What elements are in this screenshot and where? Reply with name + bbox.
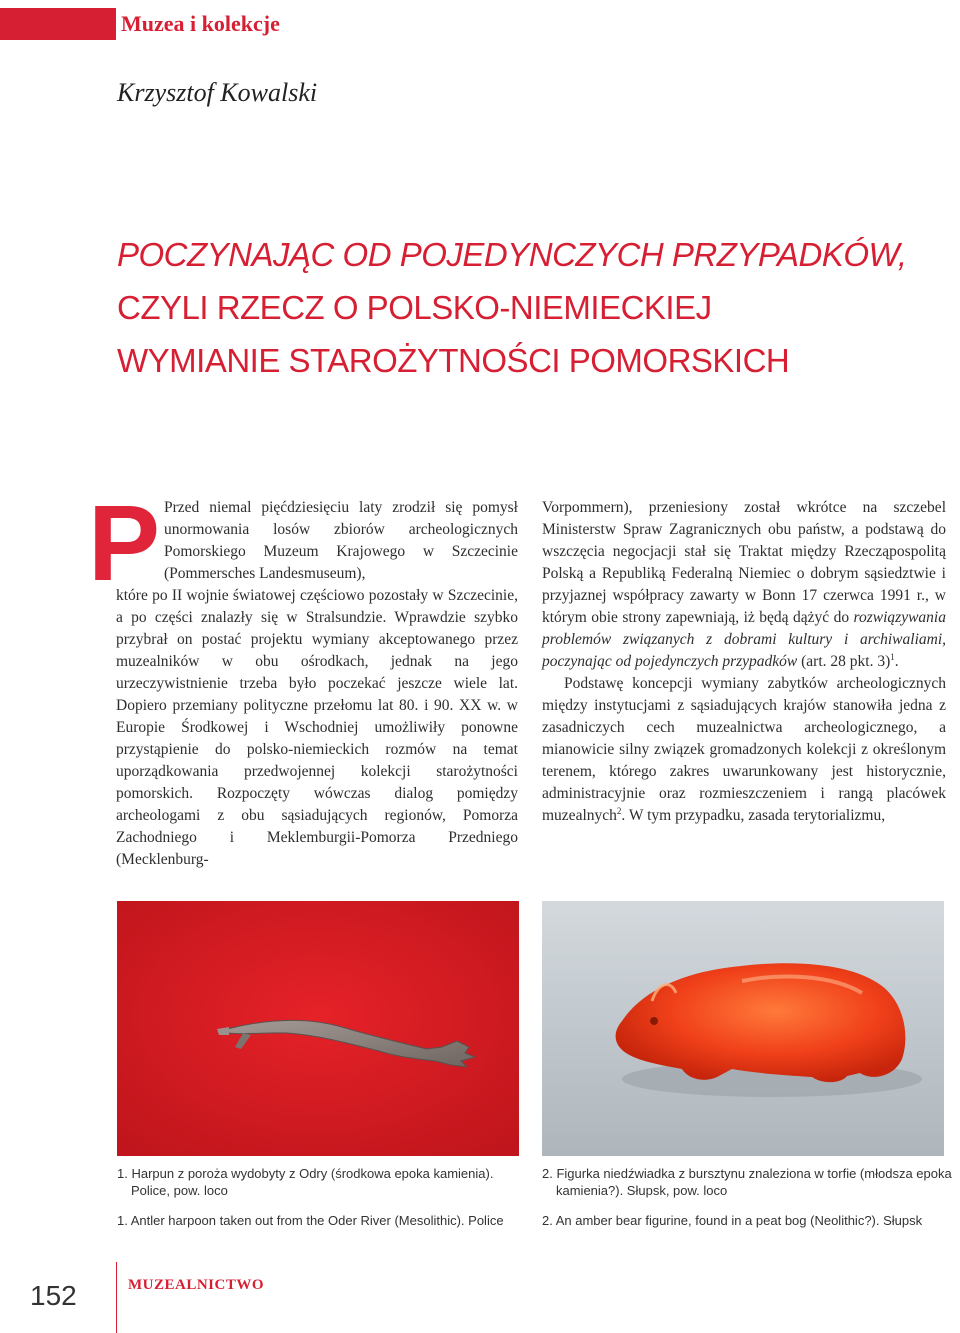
- title-line-3: WYMIANIE STAROŻYTNOŚCI POMORSKICH: [117, 342, 790, 379]
- section-label: Muzea i kolekcje: [121, 11, 280, 36]
- page-number: 152: [30, 1280, 77, 1311]
- drop-cap: P: [88, 482, 161, 603]
- concept-text: Podstawę koncepcji wymiany zabytków archeologicznych między instytucjami z sąsiadujących krajów stanowiła jedna z zasadniczych cech muzealnictwa archeologicznego, a mianowicie silny związek gromadzonych kolekcji z określonym terenem, którego zakres uwarunkowany jest historycznie, administracyjnie oraz rozmieszczeniem i rangą placówek muzealnych: [542, 675, 946, 824]
- title-line-2: CZYLI RZECZ O POLSKO-NIEMIECKIEJ: [117, 289, 712, 326]
- figure-1-caption-en: 1. Antler harpoon taken out from the Oder River (Mesolithic). Police: [117, 1213, 504, 1228]
- figure-1-harpoon-photo: [117, 901, 519, 1156]
- article-author: Krzysztof Kowalski: [117, 78, 318, 107]
- figure-2-amber-bear-photo: [542, 901, 944, 1156]
- treaty-quote: rozwiązywania problemów związanych z dobrami kultury i archiwaliami, poczynając od pojedynczych przypadków: [542, 609, 946, 670]
- paragraph-concept: [542, 673, 946, 827]
- footnote-ref-1[interactable]: 1: [890, 651, 895, 662]
- treaty-period: .: [894, 653, 899, 670]
- article-title: [117, 228, 957, 387]
- figure-2-caption-en: 2. An amber bear figurine, found in a peat bog (Neolithic?). Słupsk: [542, 1213, 923, 1228]
- figure-2-caption-pl: 2. Figurka niedźwiadka z bursztynu znaleziona w torfie (młodsza epoka kamienia?). Słupsk, pow. loco: [542, 1166, 952, 1198]
- footnote-ref-2[interactable]: 2: [616, 805, 622, 816]
- concept-text-end: . W tym przypadku, zasada terytorializmu,: [621, 807, 886, 824]
- treaty-article: (art. 28 pkt. 3): [797, 653, 891, 670]
- footer-divider: [116, 1262, 117, 1333]
- paragraph-treaty: [542, 497, 946, 673]
- paragraph-intro: Przed niemal pięćdziesięciu laty zrodził się pomysł unormowania losów zbiorów archeologicznych Pomorskiego Muzeum Krajowego w Szczecinie (Pommersches Landesmuseum),: [164, 499, 518, 582]
- body-column-left: [116, 497, 518, 871]
- title-line-1: POCZYNAJĄC OD POJEDYNCZYCH PRZYPADKÓW,: [117, 236, 907, 273]
- section-color-bar: [0, 8, 116, 40]
- treaty-text: Vorpommern), przeniesiony został wkrótce na szczebel Ministerstw Spraw Zagranicznych obu państw, a podstawą do wszczęcia negocjacji stał się Traktat między Rzecząpospolitą Polską a Republiką Federalną Niemiec o dobrym sąsiedztwie i przyjaznej współpracy zawarty w Bonn 17 czerwca 1991 r., w którym obie strony zapewniają, iż będą dążyć do: [542, 499, 946, 626]
- journal-name: MUZEALNICTWO: [128, 1277, 265, 1293]
- body-column-right: [542, 497, 946, 827]
- figure-1-caption-pl: 1. Harpun z poroża wydobyty z Odry (środkowa epoka kamienia). Police, pow. loco: [117, 1166, 494, 1198]
- paragraph-intro-continued: które po II wojnie światowej częściowo pozostały w Szczecinie, a po części znalazły się w Stralsundzie. Wprawdzie szybko przybrał on postać projektu wymiany akceptowanego przez muzealników w obu ośrodkach, jednak na jego urzeczywistnienie trzeba było poczekać jeszcze wiele lat. Dopiero przemiany polityczne przełomu lat 80. i 90. XX w. w Europie Środkowej i Wschodniej umożliwiły ponowne przystąpienie do polsko-niemieckich rozmów na temat uporządkowania przedwojennej kolekcji starożytności pomorskich. Rozpoczęty wówczas dialog pomiędzy archeologami z obu sąsiadujących regionów, Pomorza Zachodniego i Meklemburgii-Pomorza Przedniego (Mecklenburg-: [116, 587, 518, 868]
